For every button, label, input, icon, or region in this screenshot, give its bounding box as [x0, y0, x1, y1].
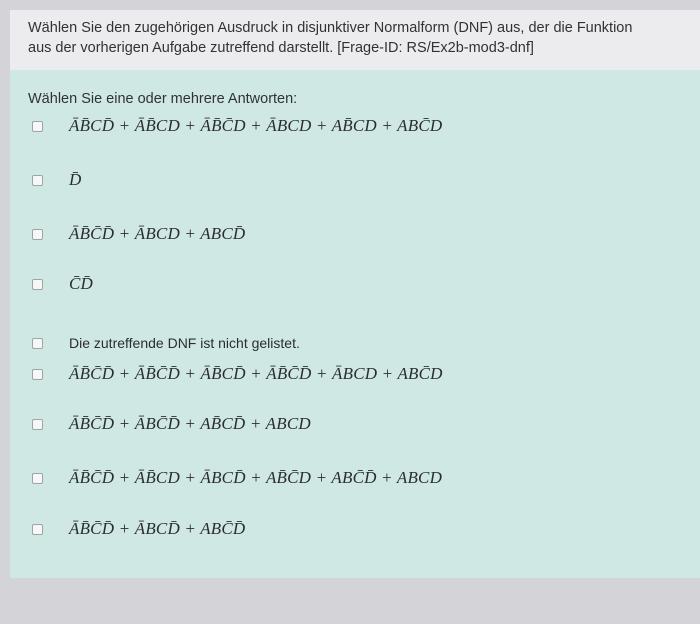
answer-option-4[interactable] [10, 272, 700, 300]
checkbox-7[interactable] [32, 419, 43, 430]
answer-option-9[interactable] [10, 517, 700, 545]
answer-option-8[interactable] [10, 466, 700, 494]
answer-label-9: ĀB̄C̄D̄ + ĀBCD̄ + ABC̄D̄ [69, 519, 246, 538]
answer-prompt: Wählen Sie eine oder mehrere Antworten: [28, 91, 298, 107]
answer-label-4: C̄D̄ [69, 274, 94, 293]
checkbox-2[interactable] [32, 175, 43, 186]
answer-option-7[interactable] [10, 412, 700, 440]
answer-option-6[interactable] [10, 362, 700, 390]
answer-option-1[interactable] [10, 114, 700, 142]
checkbox-8[interactable] [32, 473, 43, 484]
checkbox-9[interactable] [32, 524, 43, 535]
answer-panel [10, 70, 700, 578]
answer-label-1: ĀB̄CD̄ + ĀB̄CD + ĀB̄C̄D + ĀBCD + AB̄CD + ABC̄D [69, 116, 443, 135]
question-text [10, 10, 700, 70]
answer-label-6: ĀB̄C̄D̄ + ĀB̄C̄D̄ + ĀB̄CD̄ + ĀB̄C̄D̄ + ĀBCD + ABC̄D [69, 364, 443, 383]
answer-label-8: ĀB̄C̄D̄ + ĀB̄CD + ĀBCD̄ + AB̄C̄D + ABC̄D̄ + ABCD [69, 468, 443, 487]
checkbox-1[interactable] [32, 121, 43, 132]
answer-label-2: D̄ [69, 170, 82, 189]
question-line-2: aus der vorherigen Aufgabe zutreffend darstellt. [Frage-ID: RS/Ex2b-mod3-dnf] [28, 40, 534, 56]
checkbox-6[interactable] [32, 369, 43, 380]
answer-option-2[interactable] [10, 168, 700, 196]
answer-label-7: ĀB̄C̄D̄ + ĀBC̄D̄ + AB̄CD̄ + ABCD [69, 414, 311, 433]
checkbox-5[interactable] [32, 338, 43, 349]
answer-label-5: Die zutreffende DNF ist nicht gelistet. [69, 335, 300, 351]
question-line-1: Wählen Sie den zugehörigen Ausdruck in disjunktiver Normalform (DNF) aus, der die Funktion [28, 20, 633, 36]
checkbox-4[interactable] [32, 279, 43, 290]
answer-option-3[interactable] [10, 222, 700, 250]
checkbox-3[interactable] [32, 229, 43, 240]
answer-label-3: ĀB̄C̄D̄ + ĀBCD + ABCD̄ [69, 224, 246, 243]
answer-option-5[interactable] [10, 331, 700, 359]
